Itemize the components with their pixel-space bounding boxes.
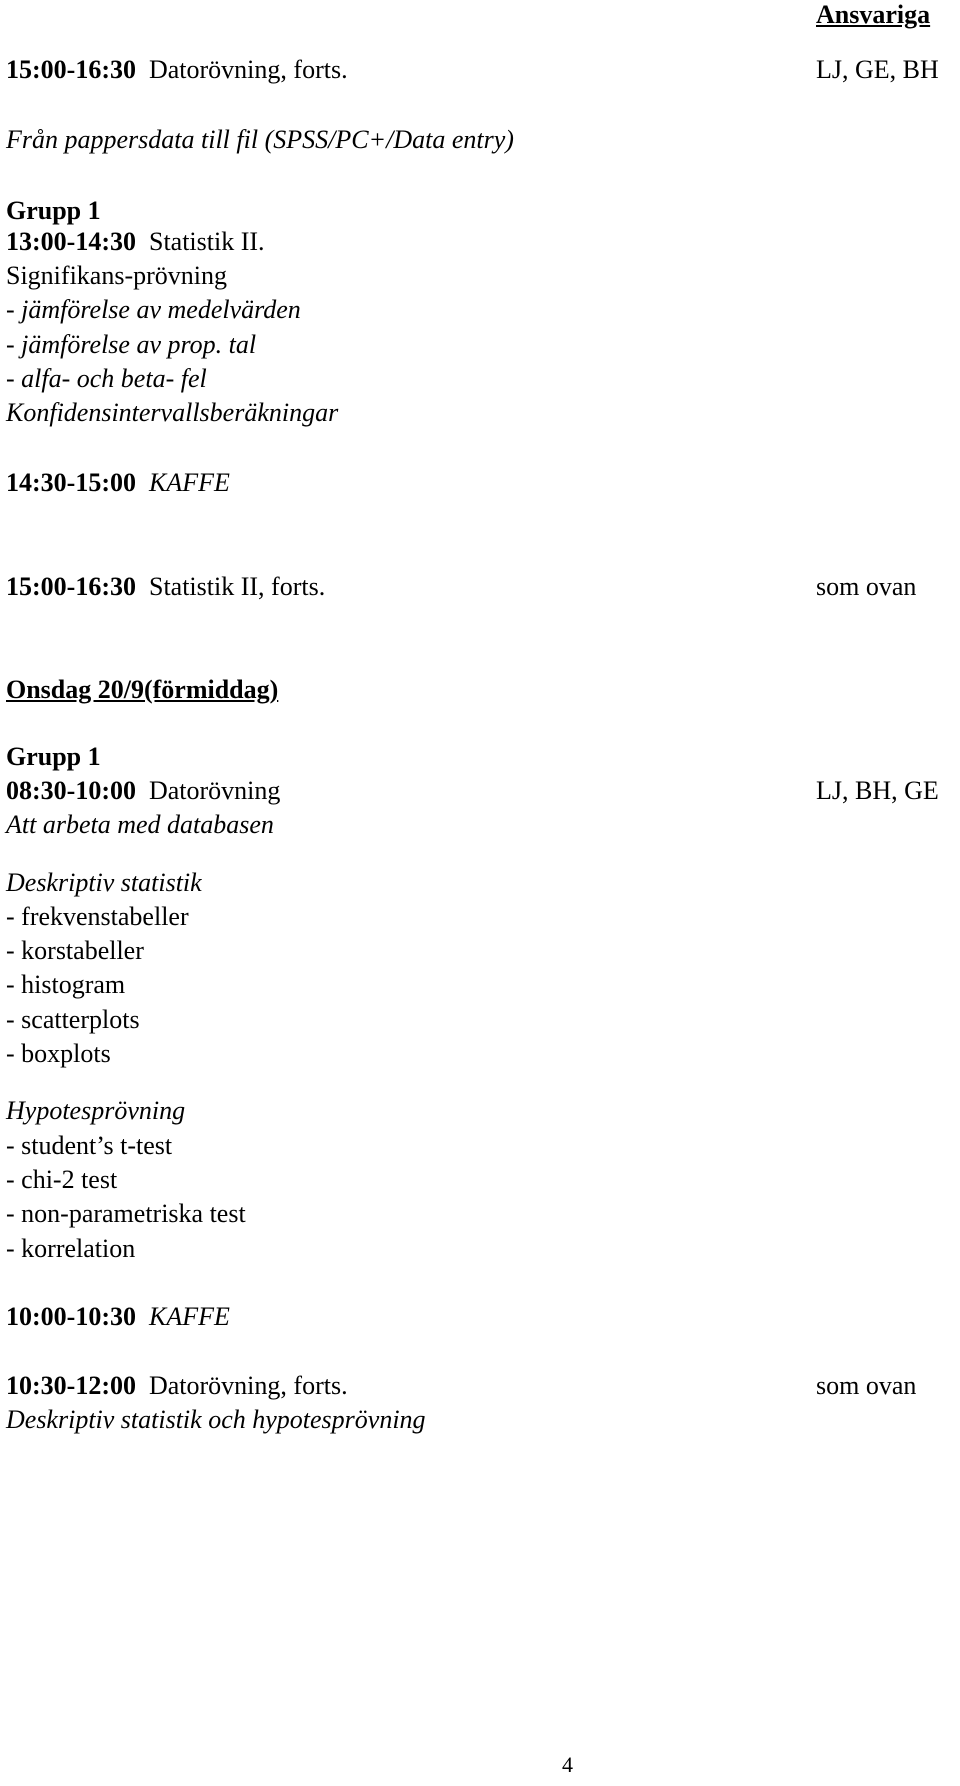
topic-label: Signifikans-prövning — [6, 261, 227, 290]
time-slot: 10:00-10:30 — [6, 1302, 136, 1331]
group-label: Grupp 1 — [6, 742, 101, 771]
session-subtitle: Från pappersdata till fil (SPSS/PC+/Data entry) — [6, 125, 514, 154]
session-subtitle: Att arbeta med databasen — [6, 810, 274, 839]
session-title: Statistik II, forts. — [148, 572, 326, 601]
page-number: 4 — [562, 1752, 573, 1777]
time-slot: 10:30-12:00 — [6, 1371, 136, 1400]
schedule-row — [6, 227, 265, 257]
list-item: - boxplots — [6, 1039, 111, 1068]
responsible-persons: som ovan — [816, 1371, 917, 1400]
list-item: - frekvenstabeller — [6, 902, 189, 931]
session-title: Datorövning, forts. — [148, 55, 348, 84]
list-item: - chi-2 test — [6, 1165, 118, 1194]
section-heading: Hypotesprövning — [6, 1096, 186, 1125]
time-slot: 13:00-14:30 — [6, 227, 136, 256]
day-heading: Onsdag 20/9(förmiddag) — [6, 675, 279, 704]
break-row — [6, 1302, 230, 1332]
break-row — [6, 468, 230, 498]
session-title: Datorövning — [148, 776, 281, 805]
list-item: - student’s t-test — [6, 1131, 173, 1160]
time-slot: 15:00-16:30 — [6, 572, 136, 601]
time-slot: 14:30-15:00 — [6, 468, 136, 497]
section-heading: Deskriptiv statistik — [6, 868, 202, 897]
schedule-row — [6, 1371, 348, 1401]
list-item: - korrelation — [6, 1234, 136, 1263]
responsible-persons: som ovan — [816, 572, 917, 601]
break-label: KAFFE — [148, 1302, 230, 1331]
list-item: - histogram — [6, 970, 126, 999]
list-item: - jämförelse av prop. tal — [6, 330, 257, 359]
group-label: Grupp 1 — [6, 196, 101, 225]
extra-topic: Konfidensintervallsberäkningar — [6, 398, 339, 427]
list-item: - korstabeller — [6, 936, 144, 965]
time-slot: 15:00-16:30 — [6, 55, 136, 84]
schedule-row — [6, 776, 280, 806]
list-item: - non-parametriska test — [6, 1199, 246, 1228]
time-slot: 08:30-10:00 — [6, 776, 136, 805]
list-item: - alfa- och beta- fel — [6, 364, 207, 393]
list-item: - scatterplots — [6, 1005, 140, 1034]
session-title: Statistik II. — [148, 227, 265, 256]
session-subtitle: Deskriptiv statistik och hypotesprövning — [6, 1405, 426, 1434]
responsible-persons: LJ, BH, GE — [816, 776, 939, 805]
schedule-row — [6, 572, 325, 602]
responsible-heading: Ansvariga — [816, 0, 931, 29]
session-title: Datorövning, forts. — [148, 1371, 348, 1400]
break-label: KAFFE — [148, 468, 230, 497]
responsible-persons: LJ, GE, BH — [816, 55, 939, 84]
list-item: - jämförelse av medelvärden — [6, 295, 301, 324]
schedule-row — [6, 55, 348, 85]
